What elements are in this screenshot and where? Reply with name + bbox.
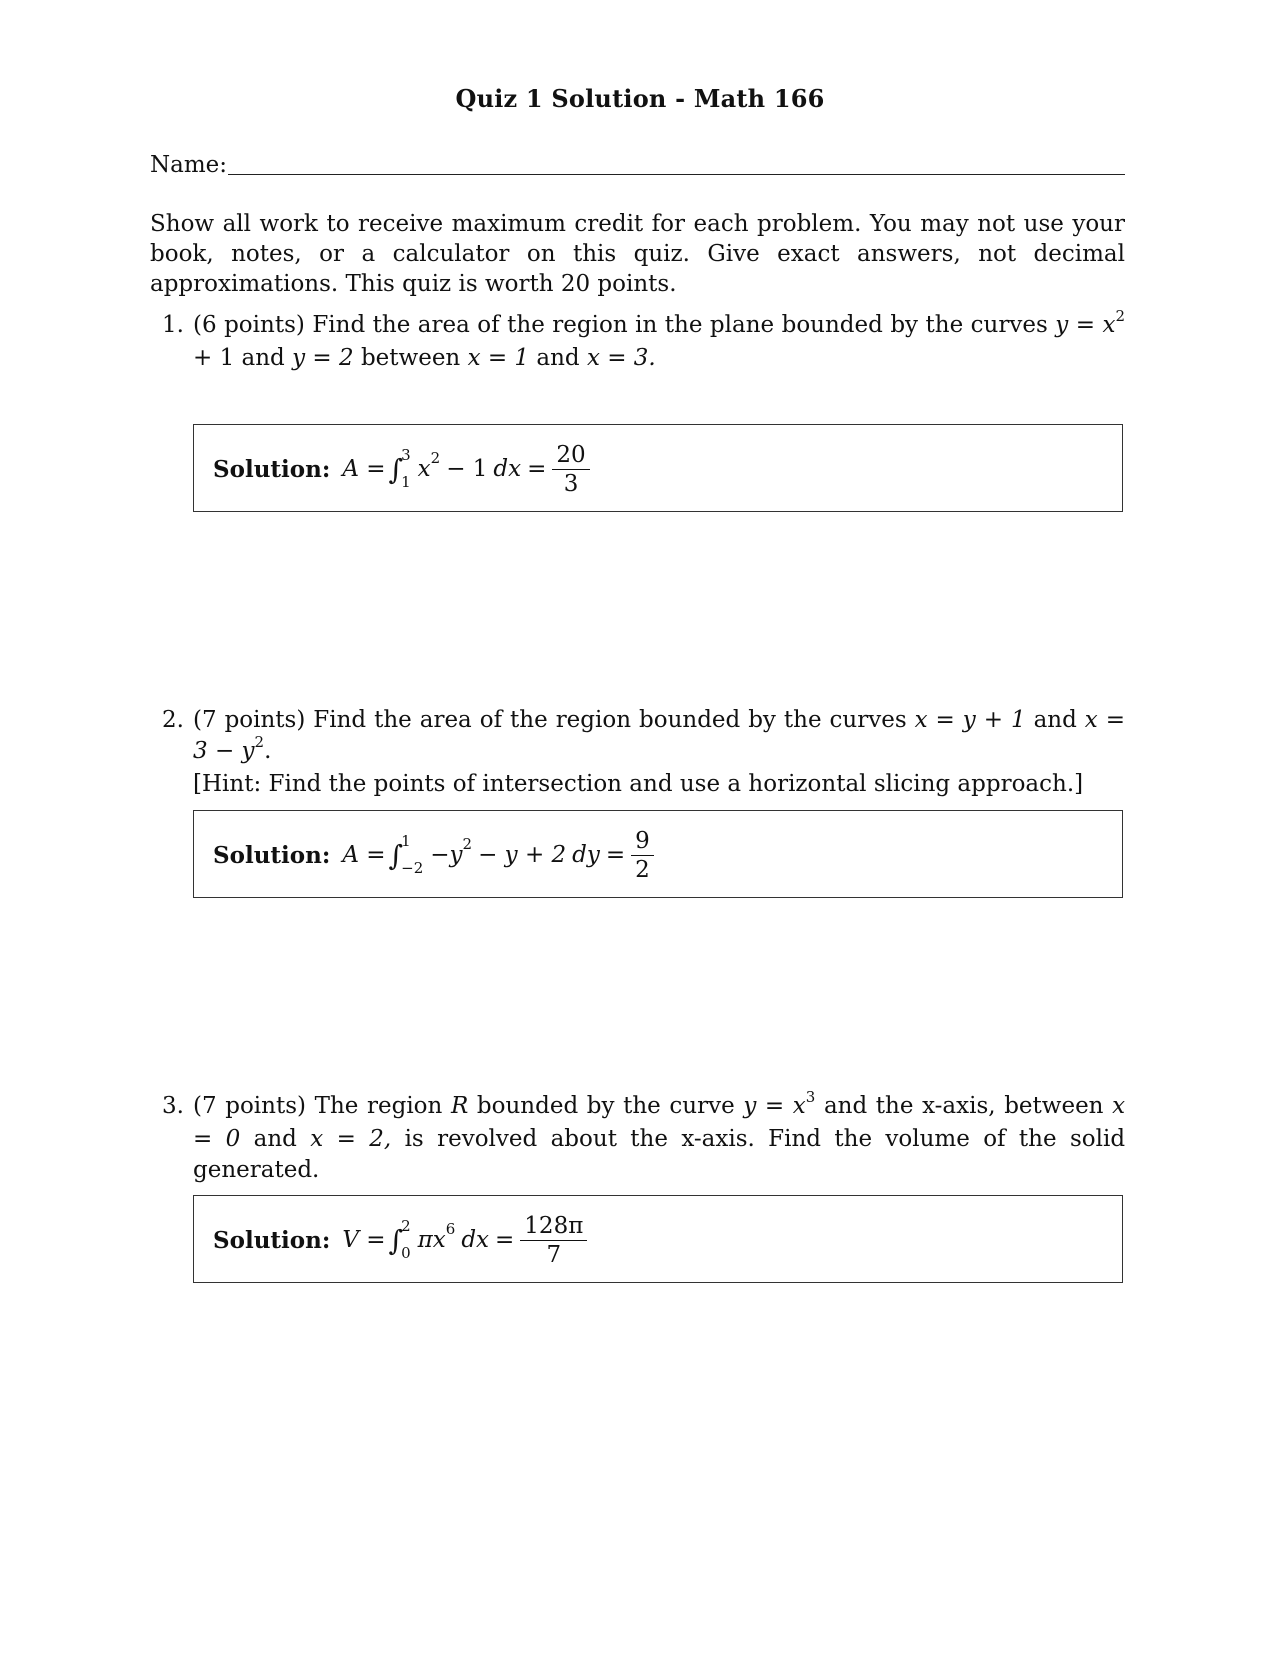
integrand-tail: − 1 bbox=[446, 456, 488, 482]
problem-number: 1. bbox=[162, 312, 184, 338]
problem-text-part: Find the area of the region bounded by the curves bbox=[313, 707, 907, 733]
integral bbox=[388, 446, 415, 491]
problem-text-part: and the x-axis, between bbox=[823, 1093, 1104, 1119]
equation: x = 3. bbox=[586, 345, 656, 371]
integral-limits bbox=[401, 1217, 411, 1262]
name-blank-line bbox=[228, 174, 1125, 175]
exponent: 2 bbox=[254, 733, 265, 751]
denominator: 7 bbox=[546, 1241, 562, 1268]
upper-limit: 1 bbox=[401, 832, 411, 850]
solution-lhs: A = bbox=[342, 456, 386, 482]
integrand: πx bbox=[417, 1227, 446, 1253]
problem-text-part: bounded by the curve bbox=[476, 1093, 735, 1119]
integrand-tail: − y + 2 bbox=[478, 842, 567, 868]
lower-limit: 0 bbox=[401, 1244, 411, 1262]
integral-limits bbox=[401, 446, 411, 491]
differential: dx bbox=[461, 1227, 490, 1253]
lower-limit: −2 bbox=[401, 859, 424, 877]
problem-text-part: and bbox=[253, 1126, 297, 1152]
page-title: Quiz 1 Solution - Math 166 bbox=[455, 84, 825, 113]
integrand: −y bbox=[430, 842, 463, 868]
equation: x = 1 bbox=[467, 345, 530, 371]
equation: x = 0 bbox=[193, 1093, 1126, 1152]
region-symbol: R bbox=[450, 1093, 469, 1119]
solution-label: Solution: bbox=[213, 455, 331, 483]
integral-sign-icon: ∫ bbox=[388, 452, 404, 486]
equals-sign: = bbox=[495, 1227, 515, 1253]
problem-hint: [Hint: Find the points of intersection and use a horizontal slicing approach.] bbox=[193, 771, 1084, 797]
solution-label: Solution: bbox=[213, 1226, 331, 1254]
solution-content bbox=[213, 1196, 587, 1284]
solution-box-3 bbox=[193, 1195, 1123, 1283]
equation: y = 2 bbox=[292, 345, 354, 371]
problem-text bbox=[193, 1088, 1126, 1186]
answer-fraction bbox=[552, 441, 589, 498]
equals-sign: = bbox=[605, 842, 626, 868]
denominator: 3 bbox=[563, 470, 579, 497]
problem-2 bbox=[150, 705, 1125, 800]
exponent: 3 bbox=[805, 1088, 816, 1106]
problem-text-part: is revolved about the x-axis. Find the volume of the solid generated. bbox=[193, 1126, 1126, 1183]
answer-fraction bbox=[631, 827, 654, 884]
exponent: 2 bbox=[1115, 307, 1125, 325]
instructions-paragraph: Show all work to receive maximum credit for each problem. You may not use your book, notes, or a calculator on this quiz. Give exact answers, not decimal approximations. This quiz is worth 20 points. bbox=[150, 211, 1125, 297]
equation: x = y + 1 bbox=[914, 707, 1026, 733]
upper-limit: 3 bbox=[401, 446, 411, 464]
problem-text-part: Find the area of the region in the plane bounded by the curves bbox=[312, 312, 1048, 338]
differential: dy bbox=[572, 842, 600, 868]
solution-label: Solution: bbox=[213, 841, 331, 869]
exponent: 2 bbox=[462, 835, 473, 853]
solution-box-1 bbox=[193, 424, 1123, 512]
solution-lhs: A = bbox=[342, 842, 386, 868]
equation-tail: + 1 bbox=[193, 345, 235, 371]
name-field-row bbox=[150, 152, 1125, 182]
answer-fraction bbox=[520, 1212, 587, 1269]
problem-text-part: between bbox=[360, 345, 461, 371]
solution-lhs: V = bbox=[342, 1227, 386, 1253]
exponent: 6 bbox=[445, 1220, 456, 1238]
integrand: x bbox=[417, 456, 431, 482]
upper-limit: 2 bbox=[401, 1217, 411, 1235]
problem-number: 2. bbox=[162, 707, 184, 733]
numerator: 128π bbox=[520, 1212, 587, 1241]
problem-points: (7 points) bbox=[193, 1093, 306, 1119]
problem-1 bbox=[150, 307, 1125, 374]
problem-points: (6 points) bbox=[193, 312, 305, 338]
exponent: 2 bbox=[430, 449, 441, 467]
problem-text-part: and bbox=[1033, 707, 1077, 733]
integral-sign-icon: ∫ bbox=[388, 838, 404, 872]
lower-limit: 1 bbox=[401, 473, 411, 491]
solution-content bbox=[213, 811, 654, 899]
equation: x = 3 − y bbox=[193, 707, 1125, 764]
solution-content bbox=[213, 425, 590, 513]
problem-text-part: and bbox=[241, 345, 285, 371]
integral-sign-icon: ∫ bbox=[388, 1223, 404, 1257]
integral-limits bbox=[401, 832, 424, 877]
problem-3 bbox=[150, 1088, 1126, 1186]
equals-sign: = bbox=[527, 456, 547, 482]
numerator: 20 bbox=[552, 441, 589, 470]
problem-text-part: The region bbox=[314, 1093, 443, 1119]
denominator: 2 bbox=[635, 856, 650, 883]
problem-text-part: and bbox=[536, 345, 580, 371]
equation: y = x bbox=[743, 1093, 806, 1119]
integral bbox=[388, 832, 428, 877]
equation-tail: . bbox=[264, 738, 272, 764]
differential: dx bbox=[493, 456, 522, 482]
numerator: 9 bbox=[631, 827, 654, 856]
problem-number: 3. bbox=[162, 1093, 184, 1119]
integral bbox=[388, 1217, 415, 1262]
solution-box-2 bbox=[193, 810, 1123, 898]
equation: x = 2, bbox=[310, 1126, 392, 1152]
name-label: Name: bbox=[150, 152, 228, 178]
problem-text bbox=[193, 705, 1125, 800]
problem-points: (7 points) bbox=[193, 707, 306, 733]
problem-text bbox=[193, 307, 1125, 374]
equation: y = x bbox=[1055, 312, 1116, 338]
